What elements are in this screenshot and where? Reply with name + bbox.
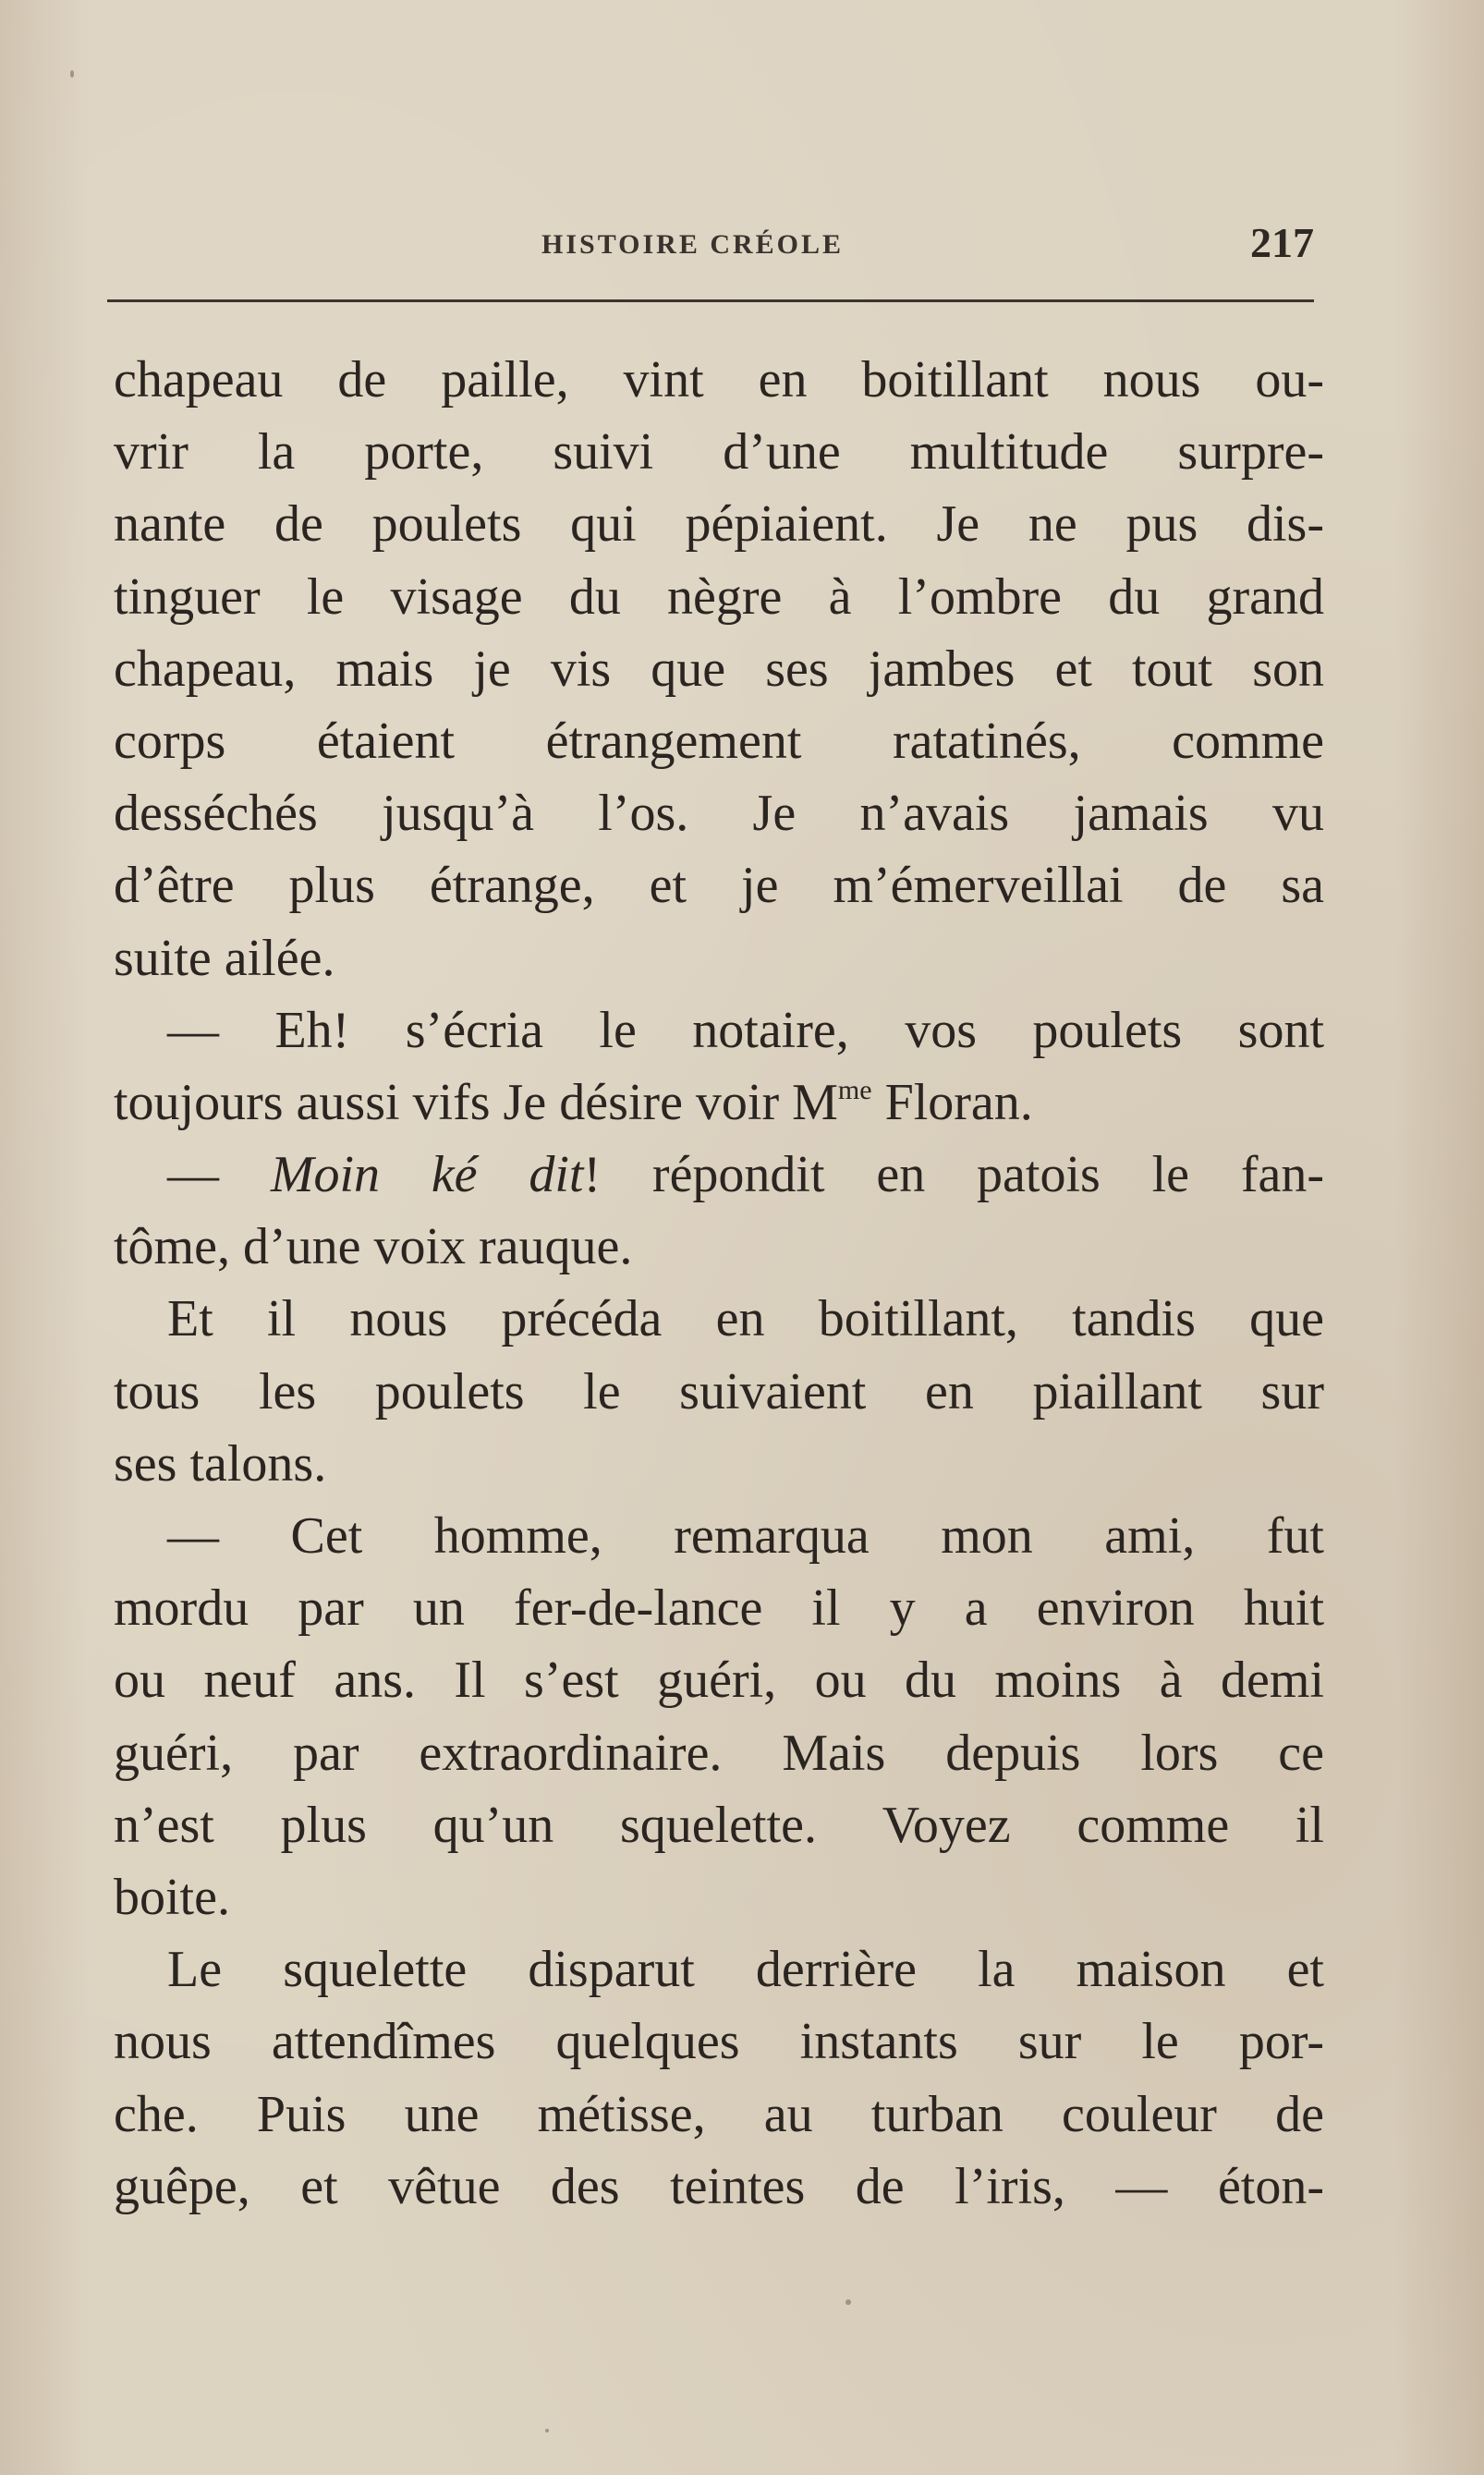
text-line: tôme, d’une voix rauque.: [114, 1218, 633, 1276]
text-line: vrir la porte, suivi d’une multitude surpre-: [114, 423, 1324, 482]
text-line: guêpe, et vêtue des teintes de l’iris, — éton-: [114, 2157, 1324, 2215]
text-line: desséchés jusqu’à l’os. Je n’avais jamais vu: [114, 785, 1324, 843]
text-line: Le squelette disparut derrière la maison et: [167, 1941, 1324, 1999]
text-line: mordu par un fer-de-lance il y a environ huit: [114, 1579, 1324, 1638]
page-number: 217: [1250, 219, 1314, 266]
superscript-abbreviation: me: [837, 1074, 872, 1105]
text-segment: Floran.: [871, 1073, 1033, 1131]
text-line-with-superscript: [114, 1067, 1324, 1139]
paper-speck: [70, 70, 74, 78]
text-line: nante de poulets qui pépiaient. Je ne pus dis-: [114, 495, 1324, 554]
text-line: — Eh! s’écria le notaire, vos poulets sont: [167, 1001, 1324, 1059]
text-line: ou neuf ans. Il s’est guéri, ou du moins à demi: [114, 1652, 1324, 1710]
text-segment: toujours aussi vifs Je désire voir M: [114, 1073, 838, 1131]
text-segment: ! répondit en patois le fan-: [583, 1146, 1324, 1204]
text-line: n’est plus qu’un squelette. Voyez comme il: [114, 1796, 1324, 1854]
paper-speck: [845, 2299, 851, 2305]
text-line: tous les poulets le suivaient en piaillant sur: [114, 1362, 1324, 1420]
text-line: chapeau de paille, vint en boitillant nous ou-: [114, 351, 1324, 408]
text-line-with-italic: [114, 1139, 1324, 1211]
header-rule: [107, 299, 1314, 302]
text-line: — Cet homme, remarqua mon ami, fut: [167, 1507, 1324, 1565]
text-line: chapeau, mais je vis que ses jambes et tout son: [114, 640, 1324, 698]
text-line: corps étaient étrangement ratatinés, comme: [114, 712, 1324, 770]
text-line: che. Puis une métisse, au turban couleur de: [114, 2085, 1324, 2143]
text-segment: —: [167, 1146, 271, 1204]
text-line: d’être plus étrange, et je m’émerveillai de sa: [114, 857, 1324, 915]
paper-speck: [545, 2429, 549, 2432]
text-line: tinguer le visage du nègre à l’ombre du grand: [114, 567, 1324, 626]
text-line: guéri, par extraordinaire. Mais depuis lors ce: [114, 1724, 1324, 1782]
running-title: HISTOIRE CRÉOLE: [541, 229, 845, 260]
text-line: nous attendîmes quelques instants sur le por-: [114, 2013, 1324, 2071]
italic-patois-phrase: Moin ké dit: [270, 1146, 584, 1204]
text-line: suite ailée.: [114, 929, 335, 987]
body-text: [114, 344, 1324, 2223]
text-line: boite.: [114, 1868, 230, 1926]
running-head: [107, 219, 1314, 292]
text-line: Et il nous précéda en boitillant, tandis que: [167, 1290, 1324, 1348]
text-line: ses talons.: [114, 1434, 327, 1493]
